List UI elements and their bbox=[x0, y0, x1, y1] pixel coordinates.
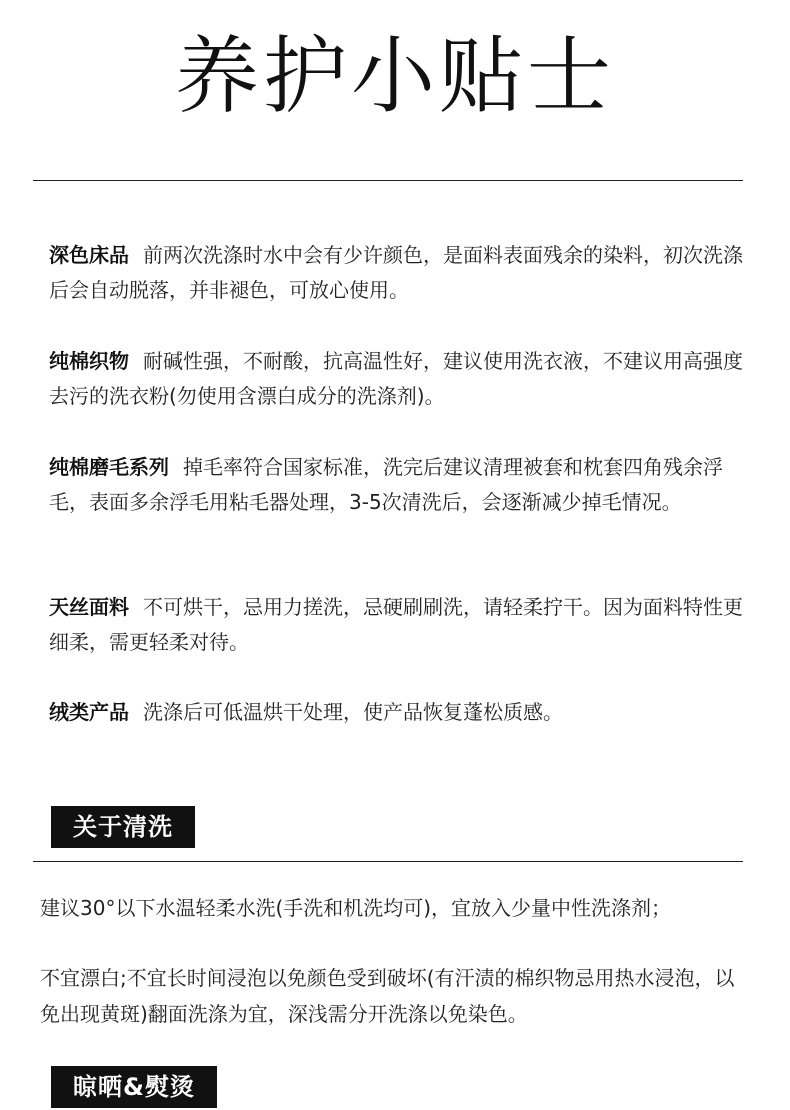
tip-label: 天丝面料 bbox=[49, 595, 129, 619]
washing-paragraph-1: 建议30°以下水温轻柔水洗(手洗和机洗均可)，宜放入少量中性洗涤剂； bbox=[40, 896, 672, 920]
tip-label: 纯棉磨毛系列 bbox=[49, 455, 169, 479]
tip-text: 前两次洗涤时水中会有少许颜色，是面料表面残余的染料，初次洗涤后会自动脱落，并非褪色，可放心使用。 bbox=[49, 243, 743, 302]
tip-velvet bbox=[49, 695, 749, 730]
washing-divider bbox=[33, 861, 743, 862]
tip-label: 深色床品 bbox=[49, 243, 129, 267]
tip-brushed-cotton bbox=[49, 450, 749, 520]
tip-text: 耐碱性强，不耐酸，抗高温性好，建议使用洗衣液，不建议用高强度去污的洗衣粉(勿使用含漂白成分的洗涤剂)。 bbox=[49, 349, 743, 408]
washing-paragraph-2: 不宜漂白;不宜长时间浸泡以免颜色受到破坏(有汗渍的棉织物忌用热水浸泡，以免出现黄斑)翻面洗涤为宜，深浅需分开洗涤以免染色。 bbox=[40, 966, 735, 1026]
page-title: 养护小贴士 bbox=[174, 27, 615, 125]
title-divider bbox=[33, 180, 743, 181]
tip-text: 掉毛率符合国家标准，洗完后建议清理被套和枕套四角残余浮毛，表面多余浮毛用粘毛器处理，3-5次清洗后，会逐渐减少掉毛情况。 bbox=[49, 455, 723, 514]
tip-text: 洗涤后可低温烘干处理，使产品恢复蓬松质感。 bbox=[143, 700, 563, 724]
tip-label: 绒类产品 bbox=[49, 700, 129, 724]
drying-heading: 晾晒&熨烫 bbox=[51, 1066, 217, 1108]
washing-heading: 关于清洗 bbox=[51, 806, 195, 848]
tip-text: 不可烘干，忌用力搓洗，忌硬刷刷洗，请轻柔拧干。因为面料特性更细柔，需更轻柔对待。 bbox=[49, 595, 743, 654]
tip-tencel bbox=[49, 590, 749, 660]
tip-pure-cotton bbox=[49, 344, 749, 414]
tip-dark-bedding bbox=[49, 238, 749, 308]
tip-label: 纯棉织物 bbox=[49, 349, 129, 373]
